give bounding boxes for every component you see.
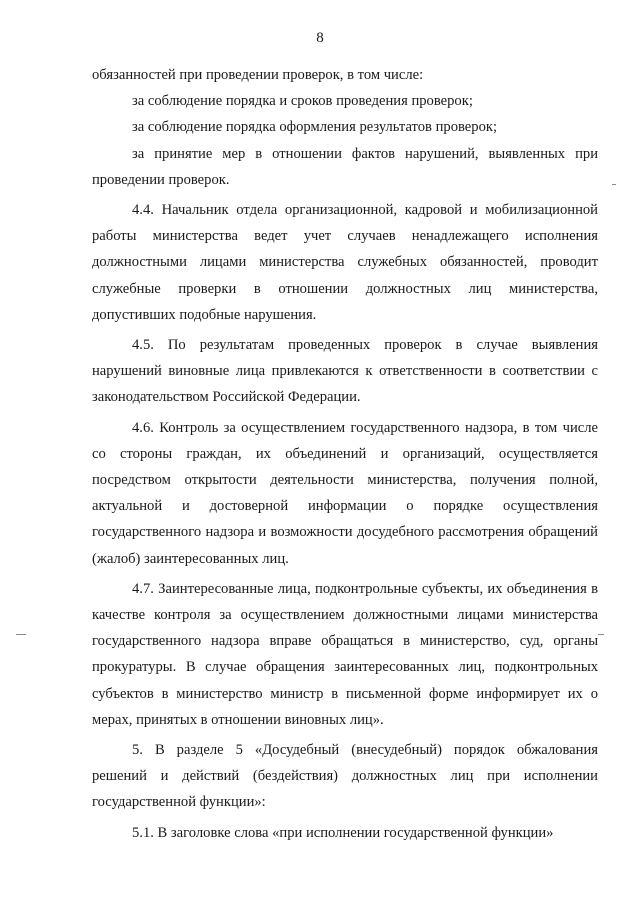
paragraph-5-1: 5.1. В заголовке слова «при исполнении государственной функции» [132,824,554,841]
paragraph-list-item-1: за соблюдение порядка и сроков проведения проверок; [132,93,473,110]
paragraph-list-item-2: за соблюдение порядка оформления результатов проверок; [132,119,498,136]
paragraph-4-4: 4.4. Начальник отдела организационной, кадровой и мобилизационной работы министерства ведет учет случаев ненадлежащего исполнения должностными лицами министерства служебных обязанностей, проводит служебные проверки в отношении должностных лиц министерства, допустивших подобные нарушения. [92,202,598,323]
paragraph-4-5: 4.5. По результатам проведенных проверок в случае выявления нарушений виновные лица привлекаются к ответственности в соответствии с законодательством Российской Федерации. [92,337,598,406]
paragraph-4-6: 4.6. Контроль за осуществлением государственного надзора, в том числе со стороны граждан, их объединений и организаций, осуществляется посредством открытости деятельности министерства, получения полной, актуальной и достоверной информации о порядке осуществления государственного надзора и возможности досудебного рассмотрения обращений (жалоб) заинтересованных лиц. [92,419,598,567]
scan-mark-left [16,634,26,635]
scan-mark-right [612,184,616,185]
document-body [92,62,598,846]
paragraph-list-item-3: за принятие мер в отношении фактов нарушений, выявленных при проведении проверок. [92,145,598,188]
paragraph-4-7: 4.7. Заинтересованные лица, подконтрольные субъекты, их объединения в качестве контроля за осуществлением должностными лицами министерства государственного надзора вправе обращаться в министерство, суд, органы прокуратуры. В случае обращения заинтересованных лиц, подконтрольных субъектов в министерство министр в письменной форме информирует их о мерах, принятых в отношении виновных лиц». [92,580,598,728]
paragraph-continuation: обязанностей при проведении проверок, в том числе: [92,67,424,83]
paragraph-5: 5. В разделе 5 «Досудебный (внесудебный) порядок обжалования решений и действий (бездействия) должностных лиц при исполнении государственной функции»: [92,742,598,811]
page-number: 8 [316,30,324,46]
scan-mark-right-lower [598,634,604,635]
